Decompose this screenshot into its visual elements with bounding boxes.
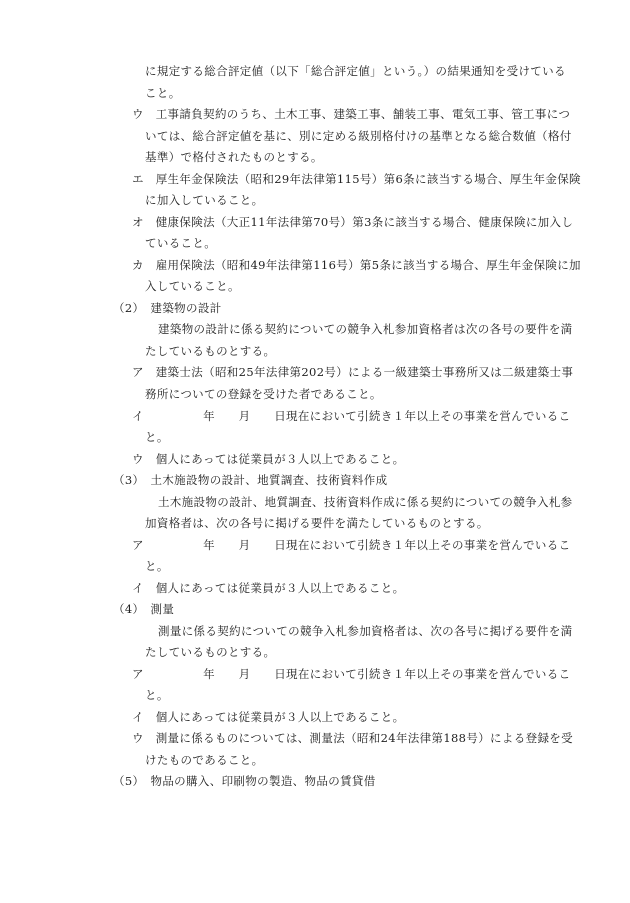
list-item-a: ア 年 月 日現在において引続き１年以上その事業を営んでいるこ bbox=[132, 667, 571, 681]
body-text-line: に規定する総合評定値（以下「総合評定値」という。）の結果通知を受けている bbox=[145, 64, 566, 78]
body-text-line: 土木施設物の設計、地質調査、技術資料作成に係る契約についての競争入札参 bbox=[158, 495, 573, 509]
list-item-o: オ 健康保険法（大正11年法律第70号）第3条に該当する場合、健康保険に加入し bbox=[132, 215, 574, 229]
list-item-u: ウ 個人にあっては従業員が３人以上であること。 bbox=[132, 452, 405, 466]
body-text-line: と。 bbox=[145, 430, 169, 444]
list-item-a: ア 年 月 日現在において引続き１年以上その事業を営んでいるこ bbox=[132, 538, 571, 552]
body-text-line: 建築物の設計に係る契約についての競争入札参加資格者は次の各号の要件を満 bbox=[158, 322, 573, 336]
list-item-u: ウ 工事請負契約のうち、土木工事、建築工事、舗装工事、電気工事、管工事につ bbox=[132, 107, 571, 121]
body-text-line: 入していること。 bbox=[145, 279, 240, 293]
body-text-line: たしているものとする。 bbox=[145, 645, 276, 659]
list-item-i: イ 個人にあっては従業員が３人以上であること。 bbox=[132, 710, 405, 724]
section-heading-2: （2） 建築物の設計 bbox=[113, 301, 222, 315]
list-item-i: イ 年 月 日現在において引続き１年以上その事業を営んでいるこ bbox=[132, 409, 571, 423]
list-item-i: イ 個人にあっては従業員が３人以上であること。 bbox=[132, 581, 405, 595]
body-text-line: こと。 bbox=[145, 86, 181, 100]
body-text-line: いては、総合評定値を基に、別に定める級別格付けの基準となる総合数値（格付 bbox=[145, 129, 572, 143]
list-item-ka: カ 雇用保険法（昭和49年法律第116号）第5条に該当する場合、厚生年金保険に加 bbox=[132, 258, 581, 272]
body-text-line: 務所についての登録を受けた者であること。 bbox=[145, 387, 382, 401]
section-heading-3: （3） 土木施設物の設計、地質調査、技術資料作成 bbox=[113, 473, 388, 487]
list-item-a: ア 建築士法（昭和25年法律第202号）による一級建築士事務所又は二級建築士事 bbox=[132, 365, 574, 379]
body-text-line: 加資格者は、次の各号に掲げる要件を満たしているものとする。 bbox=[145, 516, 489, 530]
body-text-line: と。 bbox=[145, 688, 169, 702]
list-item-e: エ 厚生年金保険法（昭和29年法律第115号）第6条に該当する場合、厚生年金保険 bbox=[132, 172, 581, 186]
section-heading-4: （4） 測量 bbox=[113, 602, 175, 616]
list-item-u: ウ 測量に係るものについては、測量法（昭和24年法律第188号）による登録を受 bbox=[132, 731, 573, 745]
body-text-line: ていること。 bbox=[145, 236, 217, 250]
body-text-line: けたものであること。 bbox=[145, 753, 264, 767]
body-text-line: たしているものとする。 bbox=[145, 344, 276, 358]
body-text-line: に加入していること。 bbox=[145, 193, 264, 207]
section-heading-5: （5） 物品の購入、印刷物の製造、物品の賃貸借 bbox=[113, 774, 376, 788]
body-text-line: 基準）で格付されたものとする。 bbox=[145, 150, 323, 164]
body-text-line: 測量に係る契約についての競争入札参加資格者は、次の各号に掲げる要件を満 bbox=[158, 624, 573, 638]
body-text-line: と。 bbox=[145, 559, 169, 573]
